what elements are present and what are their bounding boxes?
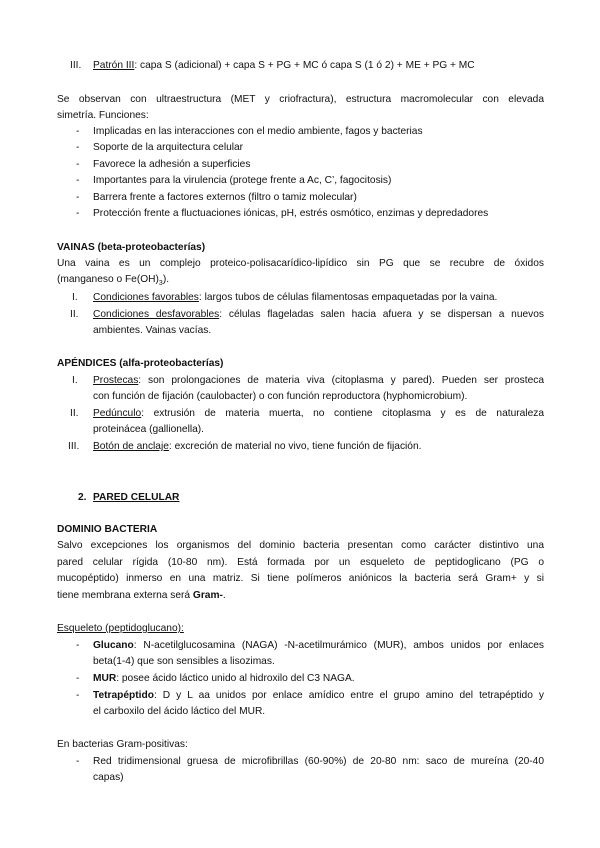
item-text: : D y L aa unidos por enlace amídico entre el grupo amino del tetrapéptido y: [153, 690, 544, 701]
list-item: Barrera frente a factores externos (filtro o tamiz molecular): [93, 192, 357, 203]
list-item: [93, 440, 421, 453]
item-label: Botón de anclaje: [93, 441, 169, 452]
item-text: : son prolongaciones de materia viva (citoplasma y pared). Pueden ser prosteca: [138, 375, 544, 386]
subsection-heading: Esqueleto (peptidoglucano):: [57, 623, 184, 634]
list-numeral: II.: [70, 408, 79, 419]
list-numeral: I.: [72, 375, 78, 386]
list-item: [93, 672, 355, 685]
bullet-dash: -: [76, 640, 80, 651]
list-numeral: III.: [70, 60, 82, 71]
list-item-continuation: beta(1-4) que son sensibles a lisozimas.: [93, 656, 275, 667]
paragraph-line: Una vaina es un complejo proteico-polisacarídico-lipídico sin PG que se recubre de óxidos: [57, 258, 544, 269]
item-label: Condiciones favorables: [93, 292, 199, 303]
item-label: Condiciones desfavorables: [93, 309, 220, 320]
vainas-formula-end: ).: [162, 274, 170, 285]
item-text: : N-acetilglucosamina (NAGA) -N-acetilmurámico (MUR), ambos unidos por enlaces: [133, 640, 544, 651]
item-label: Prostecas: [93, 375, 139, 386]
paragraph-line: pared celular rígida (10-80 nm). Está formada por un esqueleto de peptidoglicano (PG o: [57, 557, 544, 568]
list-item-continuation: proteinácea (gallionella).: [93, 424, 204, 435]
list-item-continuation: con función de fijación (caulobacter) o con función reproductora (hyphomicrobium).: [93, 391, 468, 402]
section-heading: VAINAS (beta-proteobacterías): [57, 242, 206, 253]
item-text: : extrusión de materia muerta, no contiene citoplasma y es de naturaleza: [141, 408, 544, 419]
list-item-continuation: capas): [93, 772, 124, 783]
list-item: [93, 291, 497, 304]
list-item: Red tridimensional gruesa de microfibrillas (60-90%) de 20-80 nm: saco de mureína (20-40: [93, 756, 544, 767]
item-term: Glucano: [93, 640, 134, 651]
list-item: [93, 308, 544, 321]
list-item: Protección frente a fluctuaciones iónicas, pH, estrés osmótico, enzimas y depredadores: [93, 208, 489, 219]
text-run: tiene membrana externa será: [57, 590, 193, 601]
paragraph-line: [57, 273, 169, 286]
paragraph-line: Se observan con ultraestructura (MET y criofractura), estructura macromolecular con elevada: [57, 94, 544, 105]
item-text: : excreción de material no vivo, tiene función de fijación.: [168, 441, 422, 452]
list-item: Favorece la adhesión a superficies: [93, 159, 251, 170]
text-run: .: [222, 590, 226, 601]
list-numeral: III.: [68, 441, 80, 452]
item-label: Pedúnculo: [93, 408, 142, 419]
subsection-heading: En bacterias Gram-positivas:: [57, 739, 188, 750]
list-numeral: II.: [70, 309, 79, 320]
list-item-continuation: ambientes. Vainas vacías.: [93, 325, 212, 336]
section-heading: APÉNDICES (alfa-proteobacterías): [57, 358, 224, 369]
bullet-dash: -: [76, 690, 80, 701]
paragraph-line: mucopéptido) inmerso en una matriz. Si tiene polímeros aniónicos la bacteria será Gram+ y si: [57, 573, 544, 584]
gram-negative-term: Gram-: [192, 590, 223, 601]
patron-iii-line: [93, 59, 475, 72]
bullet-dash: -: [76, 673, 80, 684]
subscript: 3: [158, 280, 163, 288]
list-item: Soporte de la arquitectura celular: [93, 142, 244, 153]
bullet-dash: -: [76, 175, 80, 186]
list-item: Importantes para la virulencia (protege frente a Ac, C’, fagocitosis): [93, 175, 392, 186]
patron-iii-text: : capa S (adicional) + capa S + PG + MC ó capa S (1 ó 2) + ME + PG + MC: [134, 60, 475, 71]
vainas-formula: (manganeso o Fe(OH): [57, 274, 159, 285]
bullet-dash: -: [76, 208, 80, 219]
bullet-dash: -: [76, 756, 80, 767]
paragraph-line: Salvo excepciones los organismos del dominio bacteria presentan como carácter distintivo una: [57, 540, 544, 551]
section-title: PARED CELULAR: [93, 492, 180, 503]
bullet-dash: -: [76, 192, 80, 203]
paragraph-line: [57, 589, 226, 602]
item-text: : posee ácido láctico unido al hidroxilo del C3 NAGA.: [116, 673, 355, 684]
patron-iii-label: Patrón III: [93, 60, 135, 71]
section-number: 2.: [78, 492, 87, 503]
bullet-dash: -: [76, 142, 80, 153]
list-item: [93, 407, 544, 420]
list-item: Implicadas en las interacciones con el medio ambiente, fagos y bacterias: [93, 126, 423, 137]
paragraph-line: simetría. Funciones:: [57, 110, 149, 121]
section-heading: DOMINIO BACTERIA: [57, 524, 158, 535]
item-term: Tetrapéptido: [93, 690, 154, 701]
list-item: [93, 374, 544, 387]
bullet-dash: -: [76, 159, 80, 170]
item-term: MUR: [93, 673, 117, 684]
list-item-continuation: el carboxilo del ácido láctico del MUR.: [93, 706, 266, 717]
list-item: [93, 689, 544, 702]
bullet-dash: -: [76, 126, 80, 137]
item-text: : células flageladas salen hacia afuera y se dispersan a nuevos: [219, 309, 544, 320]
list-item: [93, 639, 544, 652]
list-numeral: I.: [72, 292, 78, 303]
item-text: : largos tubos de células filamentosas empaquetadas por la vaina.: [198, 292, 498, 303]
